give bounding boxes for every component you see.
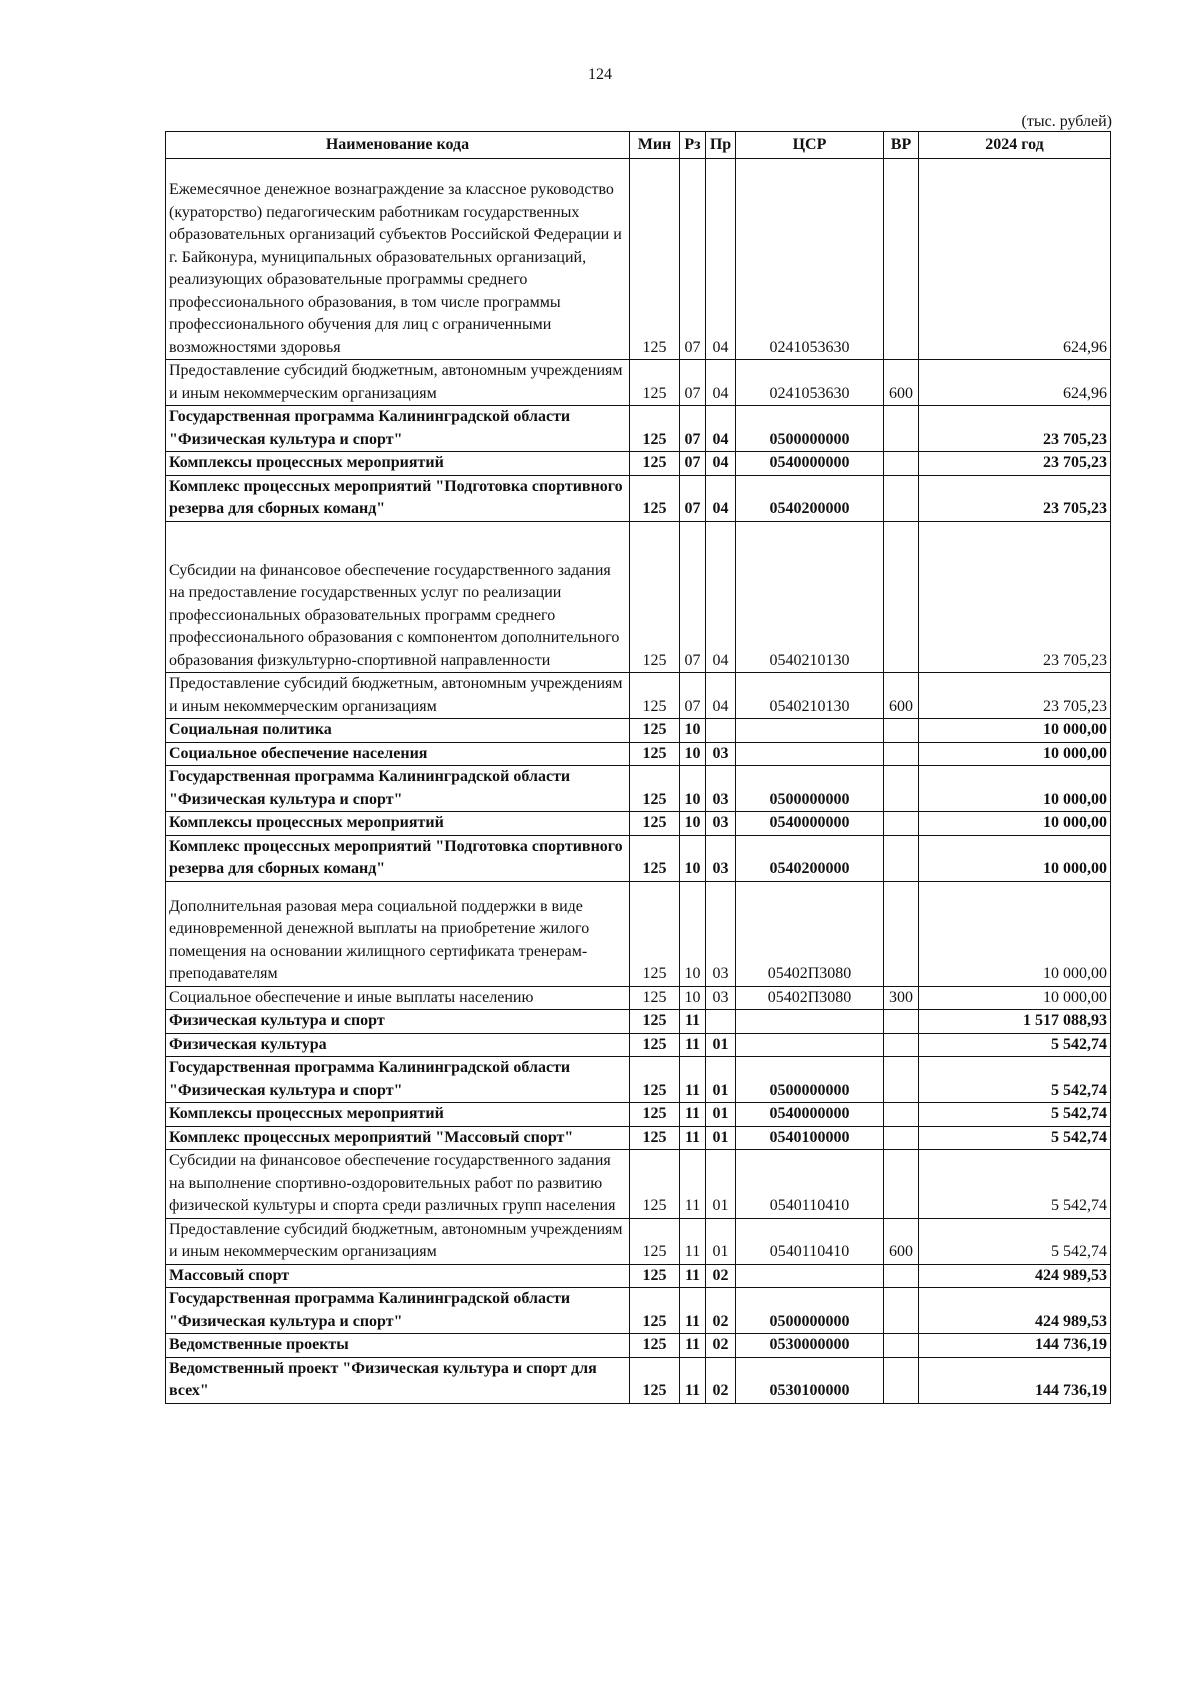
cell-rz: 07 [680,159,706,360]
cell-csr [736,742,884,766]
table-row [166,835,1111,881]
cell-sum: 144 736,19 [919,1357,1111,1403]
cell-csr: 0500000000 [736,1057,884,1103]
cell-rz: 11 [680,1357,706,1403]
cell-min: 125 [630,1264,680,1288]
header-sum: 2024 год [919,132,1111,159]
cell-pr: 01 [706,1103,736,1127]
cell-vr [884,766,919,812]
cell-vr [884,1033,919,1057]
header-pr: Пр [706,132,736,159]
cell-min: 125 [630,1010,680,1034]
cell-csr [736,1264,884,1288]
cell-name: Социальное обеспечение населения [166,742,630,766]
cell-rz: 11 [680,1057,706,1103]
cell-csr: 0540110410 [736,1150,884,1219]
cell-pr: 01 [706,1057,736,1103]
cell-name: Массовый спорт [166,1264,630,1288]
cell-min: 125 [630,766,680,812]
cell-csr: 0540200000 [736,475,884,521]
cell-min: 125 [630,835,680,881]
cell-sum: 23 705,23 [919,521,1111,673]
cell-pr: 04 [706,406,736,452]
cell-pr: 02 [706,1334,736,1358]
cell-vr [884,1264,919,1288]
cell-min: 125 [630,1357,680,1403]
cell-sum: 10 000,00 [919,835,1111,881]
cell-min: 125 [630,986,680,1010]
cell-sum: 5 542,74 [919,1126,1111,1150]
cell-name: Социальное обеспечение и иные выплаты населению [166,986,630,1010]
cell-csr: 05402П3080 [736,986,884,1010]
cell-pr [706,1010,736,1034]
cell-min: 125 [630,719,680,743]
cell-vr [884,1288,919,1334]
header-vr: ВР [884,132,919,159]
cell-min: 125 [630,881,680,986]
cell-rz: 11 [680,1150,706,1219]
table-row [166,1334,1111,1358]
cell-name: Государственная программа Калининградской области "Физическая культура и спорт" [166,1057,630,1103]
cell-rz: 07 [680,406,706,452]
cell-name: Предоставление субсидий бюджетным, автономным учреждениям и иным некоммерческим организациям [166,1218,630,1264]
cell-pr: 03 [706,766,736,812]
cell-rz: 10 [680,986,706,1010]
cell-vr: 600 [884,1218,919,1264]
cell-sum: 1 517 088,93 [919,1010,1111,1034]
cell-name: Комплексы процессных мероприятий [166,1103,630,1127]
table-row [166,1288,1111,1334]
header-name: Наименование кода [166,132,630,159]
cell-csr: 0540210130 [736,673,884,719]
cell-pr: 01 [706,1150,736,1219]
cell-sum: 10 000,00 [919,986,1111,1010]
cell-name: Предоставление субсидий бюджетным, автономным учреждениям и иным некоммерческим организациям [166,360,630,406]
table-body [166,159,1111,1404]
cell-csr: 0530000000 [736,1334,884,1358]
table-row [166,719,1111,743]
cell-name: Государственная программа Калининградской области "Физическая культура и спорт" [166,1288,630,1334]
cell-csr: 0241053630 [736,159,884,360]
cell-sum: 23 705,23 [919,673,1111,719]
table-row [166,1057,1111,1103]
cell-csr [736,719,884,743]
cell-sum: 624,96 [919,360,1111,406]
cell-name: Комплекс процессных мероприятий "Массовый спорт" [166,1126,630,1150]
cell-vr [884,1103,919,1127]
cell-vr [884,1126,919,1150]
cell-csr [736,1033,884,1057]
cell-pr: 03 [706,835,736,881]
cell-csr: 0500000000 [736,406,884,452]
cell-pr: 02 [706,1357,736,1403]
cell-pr: 04 [706,360,736,406]
table-row [166,406,1111,452]
cell-csr: 0540000000 [736,452,884,476]
cell-csr: 0500000000 [736,766,884,812]
cell-csr: 0540000000 [736,812,884,836]
cell-pr: 03 [706,881,736,986]
cell-min: 125 [630,1218,680,1264]
cell-pr: 04 [706,452,736,476]
cell-min: 125 [630,475,680,521]
cell-name: Физическая культура [166,1033,630,1057]
cell-name: Государственная программа Калининградской области "Физическая культура и спорт" [166,766,630,812]
cell-name: Комплекс процессных мероприятий "Подготовка спортивного резерва для сборных команд" [166,475,630,521]
cell-rz: 07 [680,452,706,476]
cell-csr [736,1010,884,1034]
cell-min: 125 [630,452,680,476]
cell-sum: 5 542,74 [919,1033,1111,1057]
cell-pr: 01 [706,1033,736,1057]
header-min: Мин [630,132,680,159]
cell-sum: 10 000,00 [919,881,1111,986]
cell-csr: 0540210130 [736,521,884,673]
header-csr: ЦСР [736,132,884,159]
header-rz: Рз [680,132,706,159]
table-row [166,521,1111,673]
cell-rz: 11 [680,1264,706,1288]
cell-min: 125 [630,1150,680,1219]
cell-pr: 04 [706,673,736,719]
cell-vr [884,835,919,881]
cell-csr: 0241053630 [736,360,884,406]
cell-csr: 0540100000 [736,1126,884,1150]
cell-pr: 03 [706,742,736,766]
cell-pr: 04 [706,521,736,673]
table-row [166,881,1111,986]
cell-sum: 10 000,00 [919,766,1111,812]
cell-pr [706,719,736,743]
cell-sum: 5 542,74 [919,1057,1111,1103]
cell-rz: 10 [680,835,706,881]
cell-rz: 11 [680,1288,706,1334]
cell-sum: 23 705,23 [919,452,1111,476]
cell-rz: 07 [680,673,706,719]
cell-name: Комплексы процессных мероприятий [166,452,630,476]
cell-vr [884,159,919,360]
cell-rz: 10 [680,881,706,986]
cell-name: Комплексы процессных мероприятий [166,812,630,836]
cell-name: Субсидии на финансовое обеспечение государственного задания на предоставление государственных услуг по реализации профессиональных образовательных программ среднего профессионального образования с компонентом дополнительного образования физкультурно-спортивной направленности [166,521,630,673]
cell-rz: 07 [680,475,706,521]
cell-csr: 0500000000 [736,1288,884,1334]
table-row [166,766,1111,812]
cell-csr: 0540200000 [736,835,884,881]
cell-min: 125 [630,1288,680,1334]
cell-min: 125 [630,1033,680,1057]
cell-name: Государственная программа Калининградской области "Физическая культура и спорт" [166,406,630,452]
cell-pr: 01 [706,1126,736,1150]
cell-pr: 04 [706,475,736,521]
cell-sum: 424 989,53 [919,1288,1111,1334]
cell-vr [884,406,919,452]
cell-name: Ведомственные проекты [166,1334,630,1358]
cell-pr: 01 [706,1218,736,1264]
cell-sum: 23 705,23 [919,406,1111,452]
cell-min: 125 [630,406,680,452]
table-header-row [166,132,1111,159]
cell-sum: 424 989,53 [919,1264,1111,1288]
cell-min: 125 [630,812,680,836]
cell-pr: 03 [706,812,736,836]
cell-rz: 07 [680,521,706,673]
table-row [166,475,1111,521]
cell-rz: 11 [680,1033,706,1057]
table-row [166,1218,1111,1264]
budget-table [165,131,1111,1404]
cell-rz: 11 [680,1334,706,1358]
cell-rz: 10 [680,812,706,836]
cell-sum: 23 705,23 [919,475,1111,521]
cell-min: 125 [630,673,680,719]
cell-rz: 10 [680,742,706,766]
cell-rz: 11 [680,1103,706,1127]
cell-name: Дополнительная разовая мера социальной поддержки в виде единовременной денежной выплаты на приобретение жилого помещения на основании жилищного сертификата тренерам-преподавателям [166,881,630,986]
table-row [166,1264,1111,1288]
cell-vr [884,812,919,836]
cell-vr [884,1057,919,1103]
cell-pr: 03 [706,986,736,1010]
cell-vr [884,521,919,673]
cell-rz: 11 [680,1010,706,1034]
cell-vr [884,1357,919,1403]
table-row [166,1357,1111,1403]
cell-name: Субсидии на финансовое обеспечение государственного задания на выполнение спортивно-оздоровительных работ по развитию физической культуры и спорта среди различных групп населения [166,1150,630,1219]
cell-vr: 600 [884,673,919,719]
cell-name: Физическая культура и спорт [166,1010,630,1034]
cell-pr: 02 [706,1288,736,1334]
cell-sum: 5 542,74 [919,1103,1111,1127]
cell-min: 125 [630,1057,680,1103]
table-row [166,1033,1111,1057]
cell-min: 125 [630,159,680,360]
unit-label: (тыс. рублей) [1021,113,1112,130]
cell-vr: 300 [884,986,919,1010]
cell-rz: 07 [680,360,706,406]
table-row [166,742,1111,766]
cell-vr [884,719,919,743]
table-row [166,673,1111,719]
cell-name: Комплекс процессных мероприятий "Подготовка спортивного резерва для сборных команд" [166,835,630,881]
cell-vr [884,1010,919,1034]
table-row [166,452,1111,476]
cell-sum: 5 542,74 [919,1150,1111,1219]
cell-min: 125 [630,1126,680,1150]
cell-csr: 0540000000 [736,1103,884,1127]
cell-vr: 600 [884,360,919,406]
cell-rz: 11 [680,1218,706,1264]
cell-min: 125 [630,1334,680,1358]
cell-name: Ведомственный проект "Физическая культура и спорт для всех" [166,1357,630,1403]
cell-sum: 624,96 [919,159,1111,360]
cell-min: 125 [630,1103,680,1127]
cell-vr [884,1334,919,1358]
table-row [166,1103,1111,1127]
cell-sum: 144 736,19 [919,1334,1111,1358]
cell-vr [884,742,919,766]
cell-vr [884,452,919,476]
cell-csr: 05402П3080 [736,881,884,986]
cell-sum: 5 542,74 [919,1218,1111,1264]
cell-name: Предоставление субсидий бюджетным, автономным учреждениям и иным некоммерческим организациям [166,673,630,719]
cell-vr [884,881,919,986]
cell-min: 125 [630,742,680,766]
table-row [166,1126,1111,1150]
cell-csr: 0540110410 [736,1218,884,1264]
table-row [166,159,1111,360]
table-row [166,986,1111,1010]
cell-sum: 10 000,00 [919,742,1111,766]
page-number: 124 [588,66,612,83]
cell-min: 125 [630,360,680,406]
table-row [166,812,1111,836]
cell-min: 125 [630,521,680,673]
table-row [166,1150,1111,1219]
cell-name: Ежемесячное денежное вознаграждение за классное руководство (кураторство) педагогическим работникам государственных образовательных организаций субъектов Российской Федерации и г. Байконура, муниципальных образовательных организаций, реализующих образовательные программы среднего профессионального образования, в том числе программы профессионального обучения для лиц с ограниченными возможностями здоровья [166,159,630,360]
cell-vr [884,475,919,521]
table-row [166,1010,1111,1034]
cell-name: Социальная политика [166,719,630,743]
cell-sum: 10 000,00 [919,812,1111,836]
cell-rz: 10 [680,719,706,743]
cell-pr: 02 [706,1264,736,1288]
table-row [166,360,1111,406]
cell-sum: 10 000,00 [919,719,1111,743]
cell-rz: 10 [680,766,706,812]
cell-pr: 04 [706,159,736,360]
cell-csr: 0530100000 [736,1357,884,1403]
cell-vr [884,1150,919,1219]
cell-rz: 11 [680,1126,706,1150]
